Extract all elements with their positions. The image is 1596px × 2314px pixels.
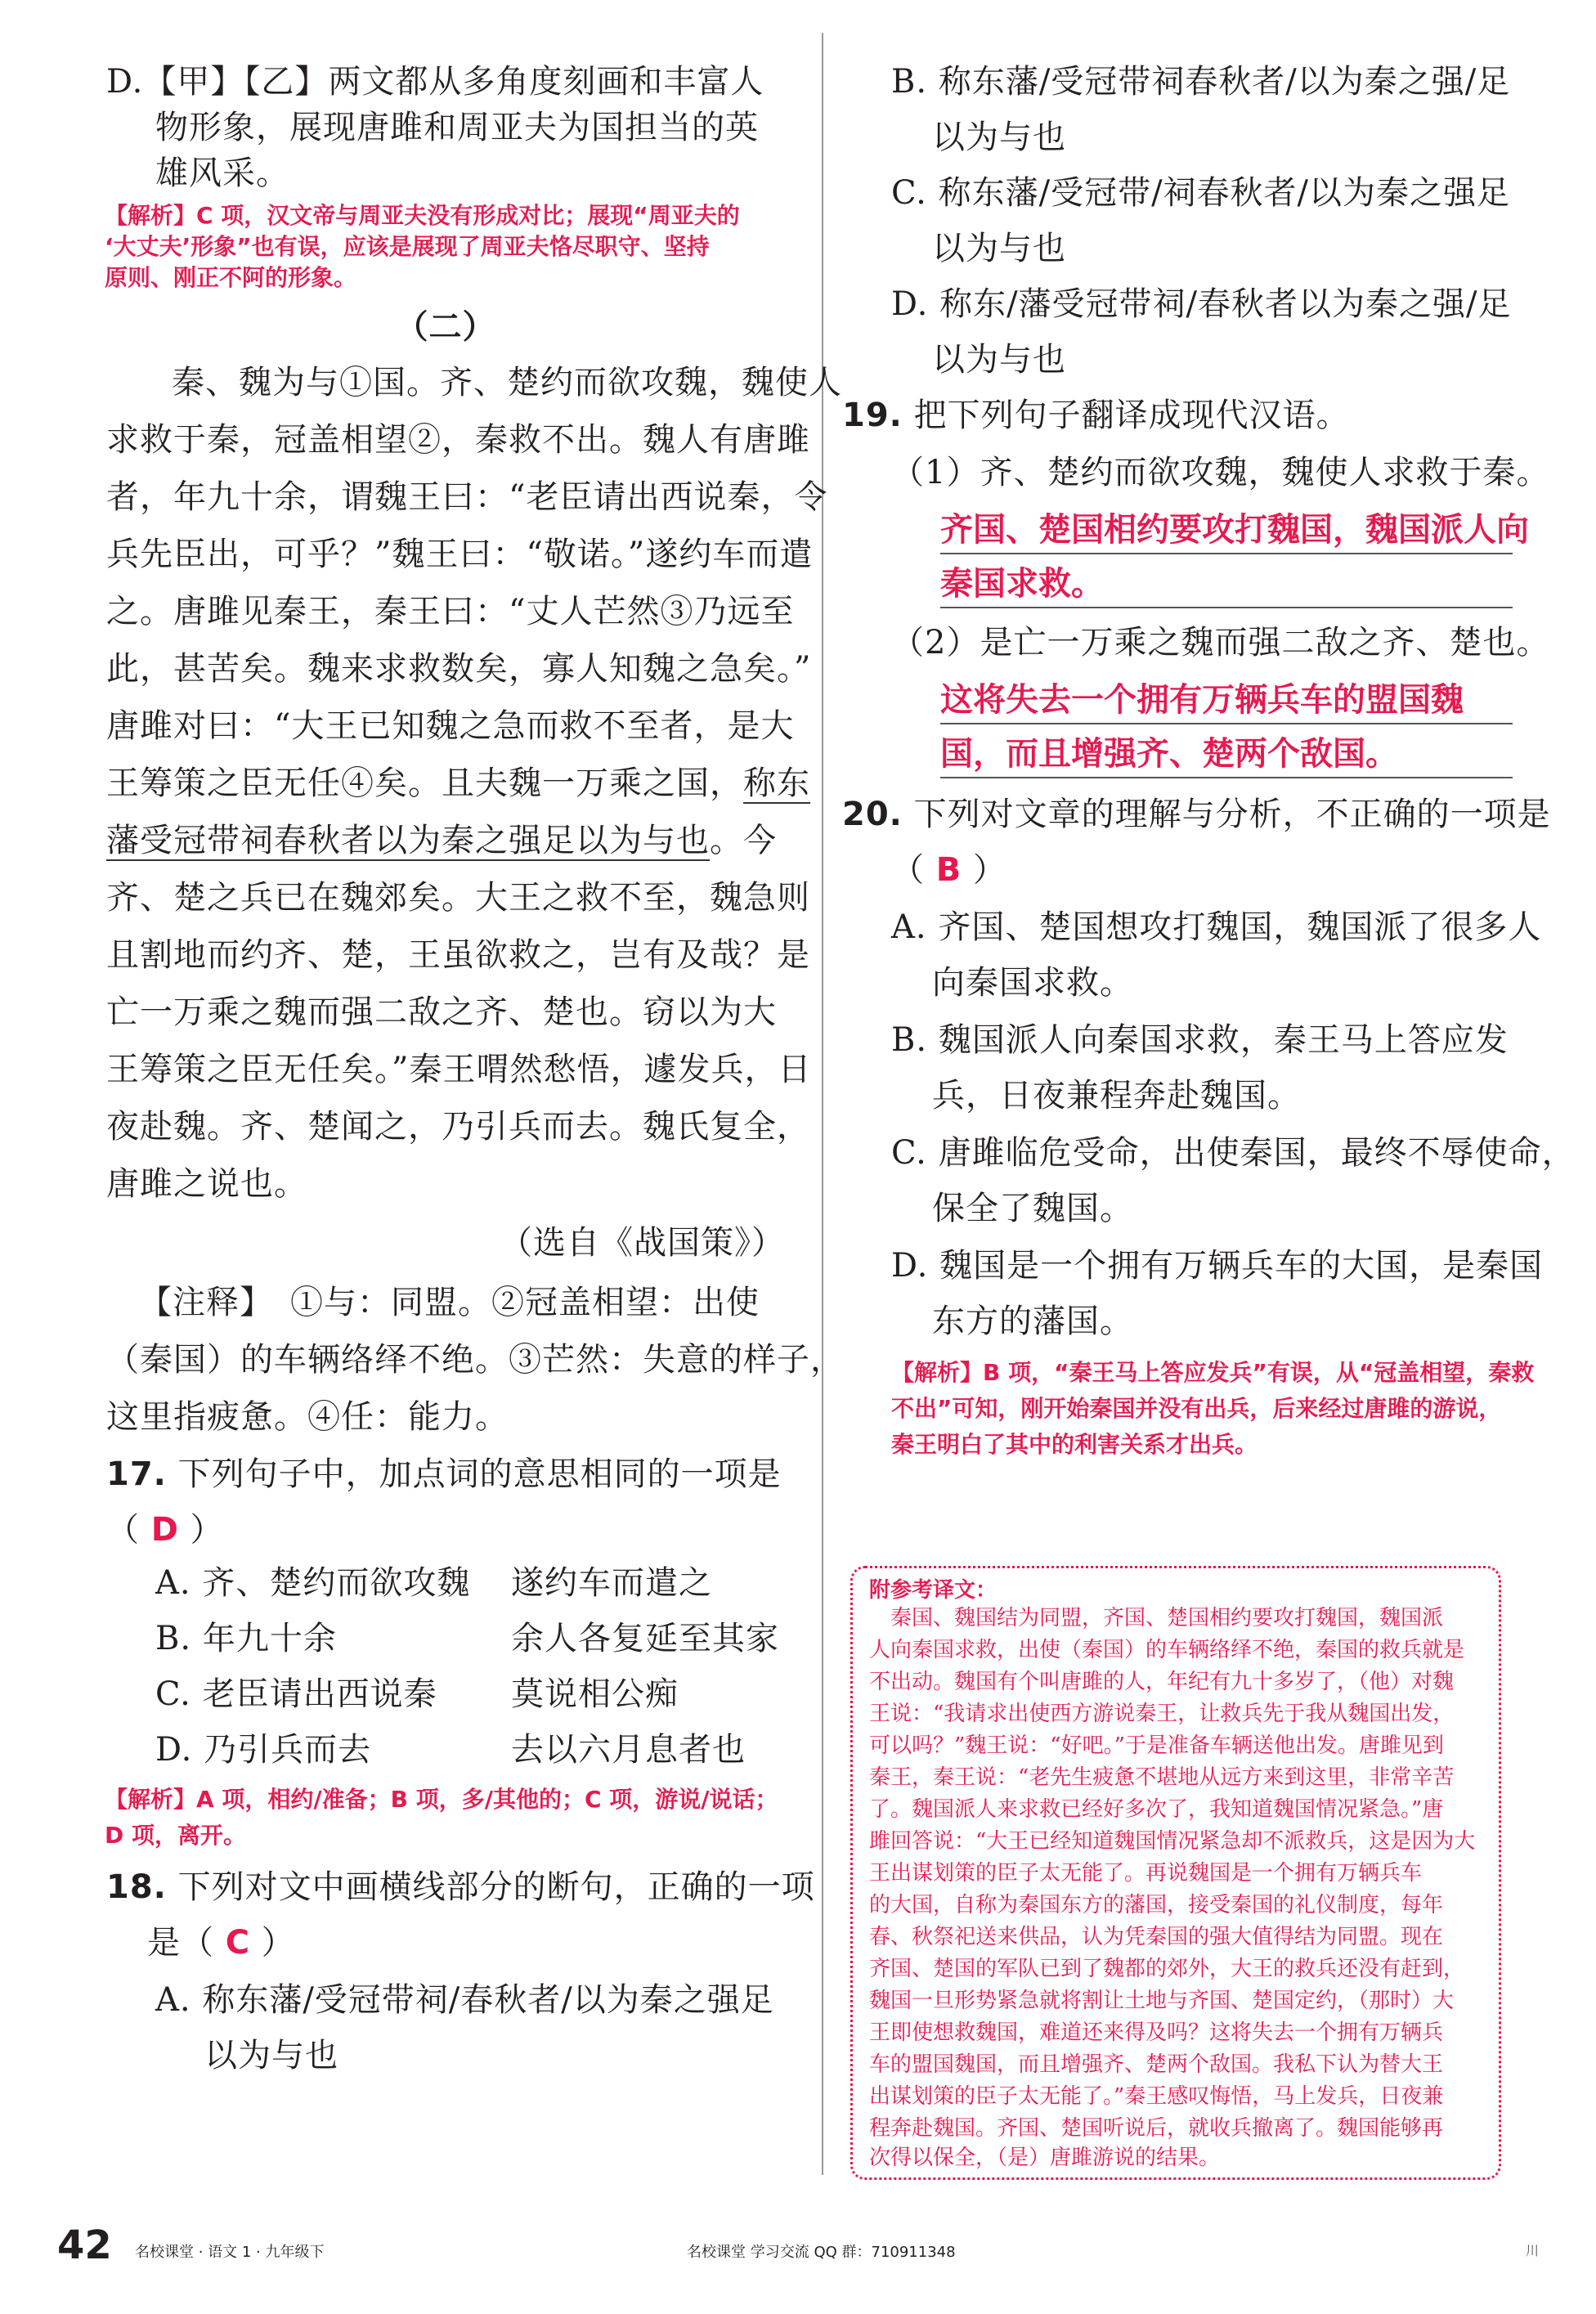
q20-option-a: A. 齐国、楚国想攻打魏国，魏国派了很多人 <box>891 908 1542 946</box>
q19-sentence-2: （2）是亡一万乘之魏而强二敌之齐、楚也。 <box>891 624 1550 661</box>
section-title: （二） <box>395 308 496 346</box>
reference-title: 附参考译文： <box>869 1578 998 1603</box>
q19-sentence-1: （1）齐、楚约而欲攻魏，魏使人求救于秦。 <box>891 454 1550 491</box>
reference-line: 车的盟国魏国，而且增强齐、楚两个敌国。我私下认为替大王 <box>869 2052 1444 2077</box>
q20-option-c: C. 唐雎临危受命，出使秦国，最终不辱使命， <box>891 1134 1576 1172</box>
reference-line: 出谋划策的臣子太无能了。”秦王感叹悔悟，马上发兵，日夜兼 <box>869 2084 1444 2109</box>
reference-line: 齐国、楚国的军队已到了魏都的郊外，大王的救兵还没有赶到， <box>869 1957 1465 1981</box>
q17-stem: 17. 下列句子中，加点词的意思相同的一项是 <box>106 1455 782 1493</box>
passage-line: 此，甚苦矣。魏来求救数矣，寡人知魏之急矣。” <box>106 650 812 688</box>
q20-answer: （ B ） <box>891 851 1006 889</box>
reference-line: 王即使想救魏国，难道还来得及吗？这将失去一个拥有万辆兵 <box>869 2020 1444 2045</box>
passage-line: 兵先臣出，可乎？”魏王曰：“敬诺。”遂约车而遣 <box>106 536 814 573</box>
q19-answer-2: 这将失去一个拥有万辆兵车的盟国魏 <box>940 677 1513 724</box>
reference-line: 的大国，自称为秦国东方的藩国，接受秦国的礼仪制度，每年 <box>869 1893 1444 1917</box>
reference-line: 雎回答说：“大王已经知道魏国情况紧急却不派救兵，这是因为大 <box>869 1829 1476 1854</box>
passage-line: 夜赴魏。齐、楚闻之，乃引兵而去。魏氏复全， <box>106 1108 810 1146</box>
q17-option-a: A. 齐、楚约而欲攻魏 <box>155 1564 471 1602</box>
qq-group: 名校课堂 学习交流 QQ 群：710911348 <box>687 2244 956 2261</box>
passage-line-underlined: 藩受冠带祠春秋者以为秦之强足以为与也。今 <box>106 822 777 859</box>
q18-option-b: B. 称东藩/受冠带祠春秋者/以为秦之强/足 <box>891 63 1511 101</box>
q19-stem: 19. 把下列句子翻译成现代汉语。 <box>842 397 1350 434</box>
page-number: 42 <box>57 2222 112 2268</box>
passage-line: 秦、魏为与①国。齐、楚约而欲攻魏，魏使人 <box>172 364 842 401</box>
passage-line: 唐雎对曰：“大王已知魏之急而救不至者，是大 <box>106 707 795 745</box>
passage-line-underlined: 王筹策之臣无任④矣。且夫魏一万乘之国，称东 <box>106 765 810 802</box>
passage-line: 唐雎之说也。 <box>106 1165 307 1203</box>
passage-line: 亡一万乘之魏而强二敌之齐、楚也。窃以为大 <box>106 993 777 1031</box>
q17-analysis: 【解析】A 项，相约/准备；B 项，多/其他的；C 项，游说/说话； <box>105 1786 778 1813</box>
q18-stem: 18. 下列对文中画横线部分的断句，正确的一项 <box>106 1868 815 1906</box>
reference-translation-box <box>850 1566 1501 2180</box>
q18-option-a: A. 称东藩/受冠带祠/春秋者/以为秦之强足 <box>155 1981 774 2019</box>
reference-line: 人向秦国求救，出使（秦国）的车辆络绎不绝，秦国的救兵就是 <box>869 1638 1465 1662</box>
column-divider <box>822 33 823 2175</box>
reference-line: 秦国、魏国结为同盟，齐国、楚国相约要攻打魏国，魏国派 <box>869 1606 1444 1630</box>
reference-line: 魏国一旦形势紧急就将割让土地与齐国、楚国定约，（那时）大 <box>869 1989 1455 2013</box>
q17-option-b: B. 年九十余 <box>155 1620 337 1657</box>
q16-option-d: D.【甲】【乙】两文都从多角度刻画和丰富人 <box>106 63 764 101</box>
passage-line: 且割地而约齐、楚，王虽欲救之，岂有及哉？是 <box>106 936 810 974</box>
reference-line: 程奔赴魏国。齐国、楚国听说后，就收兵撤离了。魏国能够再 <box>869 2116 1444 2141</box>
reference-line: 秦王，秦王说：“老先生疲惫不堪地从远方来到这里，非常辛苦 <box>869 1765 1455 1790</box>
q20-option-b: B. 魏国派人向秦国求救，秦王马上答应发 <box>891 1021 1509 1059</box>
q20-stem: 20. 下列对文章的理解与分析，不正确的一项是 <box>842 796 1551 833</box>
q17-option-c: C. 老臣请出西说秦 <box>155 1675 437 1713</box>
q20-analysis: 【解析】B 项，“秦王马上答应发兵”有误，从“冠盖相望，秦救 <box>891 1359 1535 1386</box>
reference-line: 不出动。魏国有个叫唐雎的人，年纪有九十多岁了，（他）对魏 <box>869 1670 1455 1694</box>
q19-answer-1: 齐国、楚国相约要攻打魏国，魏国派人向 <box>940 507 1513 554</box>
q17-answer: （ D ） <box>106 1511 224 1549</box>
notes: 【注释】 ①与：同盟。②冠盖相望：出使 <box>139 1284 760 1321</box>
passage-line: 者，年九十余，谓魏王曰：“老臣请出西说秦，令 <box>106 478 828 516</box>
reference-line: 王说：“我请求出使西方游说秦王，让救兵先于我从魏国出发， <box>869 1702 1455 1726</box>
passage-source: （选自《战国策》） <box>500 1224 785 1262</box>
q18-answer: 是（ C ） <box>147 1924 295 1962</box>
q17-option-d: D. 乃引兵而去 <box>155 1731 372 1769</box>
passage-line: 齐、楚之兵已在魏郊矣。大王之救不至，魏急则 <box>106 879 810 917</box>
q18-option-c: C. 称东藩/受冠带/祠春秋者/以为秦之强足 <box>891 174 1511 212</box>
reference-line: 可以吗？”魏王说：“好吧。”于是准备车辆送他出发。唐雎见到 <box>869 1733 1444 1758</box>
passage-line: 王筹策之臣无任矣。”秦王喟然愁悟，遽发兵，日 <box>106 1051 812 1088</box>
book-title: 名校课堂 · 语文 1 · 九年级下 <box>135 2244 325 2261</box>
passage-line: 求救于秦，冠盖相望②，秦救不出。魏人有唐雎 <box>106 421 810 459</box>
passage-line: 之。唐雎见秦王，秦王曰：“丈人芒然③乃远至 <box>106 593 795 630</box>
reference-line: 了。魏国派人来求救已经好多次了，我知道魏国情况紧急。”唐 <box>869 1797 1444 1822</box>
q18-option-d: D. 称东/藩受冠带祠/春秋者以为秦之强/足 <box>891 285 1512 323</box>
reference-line: 王出谋划策的臣子太无能了。再说魏国是一个拥有万辆兵车 <box>869 1861 1423 1886</box>
q20-option-d: D. 魏国是一个拥有万辆兵车的大国，是秦国 <box>891 1247 1544 1285</box>
q16-analysis: 【解析】C 项，汉文帝与周亚夫没有形成对比；展现“周亚夫的 <box>105 202 740 229</box>
reference-line: 春、秋祭祀送来供品，认为凭秦国的强大值得结为同盟。现在 <box>869 1925 1444 1949</box>
reference-line: 次得以保全，（是）唐雎游说的结果。 <box>869 2146 1221 2170</box>
region-code: 川 <box>1526 2243 1540 2258</box>
